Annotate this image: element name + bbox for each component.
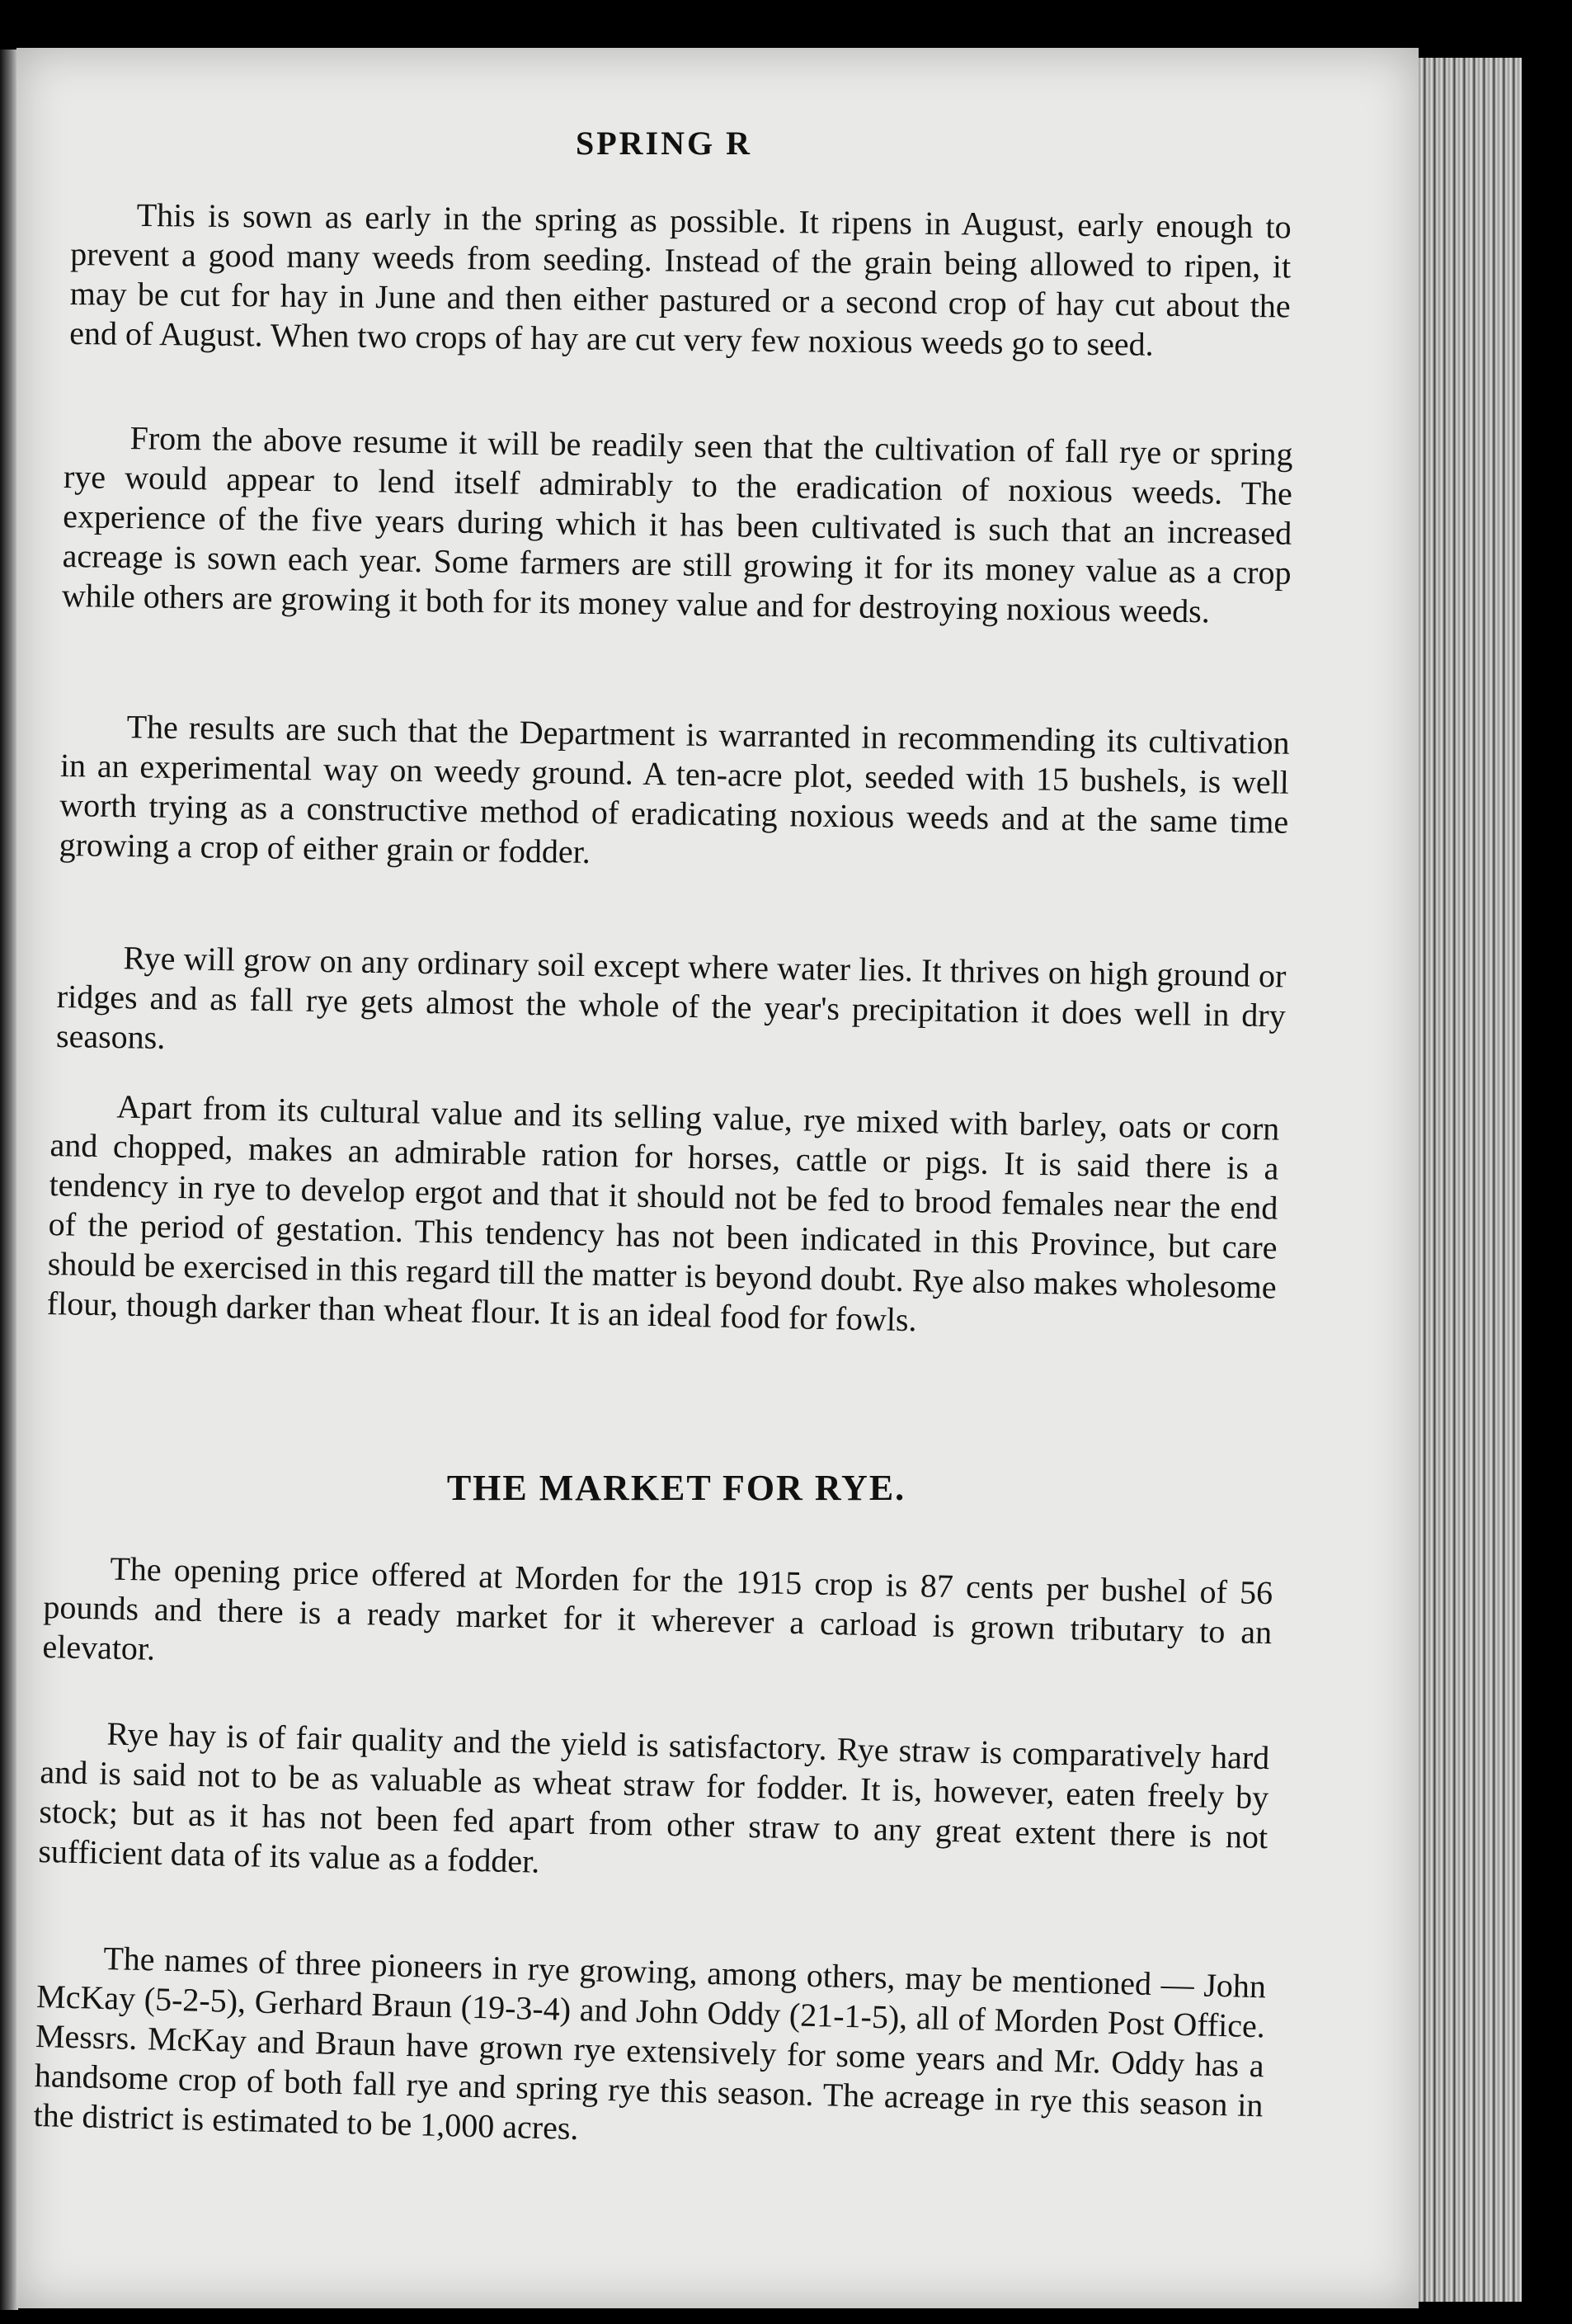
page-stack-edge	[1414, 58, 1522, 2302]
book-page	[16, 48, 1419, 2308]
running-head: SPRING R	[575, 125, 753, 162]
paragraph-weed-eradication: From the above resume it will be readily seen that the cultivation of fall rye or spring rye would appear to lend itself admirably to the eradication of noxious weeds. The experience of the five years during which it has been cultivated is such that an increased acreage is sown each year. Some farmers are still growing it for its money value as a crop while others are growing it both for its money value and for destroying noxious weeds.	[61, 419, 1293, 630]
paragraph-spring-rye-sowing: This is sown as early in the spring as possible. It ripens in August, early enough to prevent a good many weeds from seeding. Instead of the grain being allowed to ripen, it may be cut for hay in June and then either pastured or a second crop of hay cut about the end of August. When two crops of hay are cut very few noxious weeds go to seed.	[69, 196, 1292, 363]
paragraph-pioneers: The names of three pioneers in rye growing, among others, may be mentioned — John McKay (5-2-5), Gerhard Braun (19-3-4) and John Oddy (21-1-5), all of Morden Post Office. Messrs. McKay and Braun have grown rye extensively for some years and Mr. Oddy has a handsome crop of both fall rye and spring rye this season. The acreage in rye this season in the district is estimated to be 1,000 acres.	[33, 1939, 1267, 2147]
paragraph-rye-hay: Rye hay is of fair quality and the yield is satisfactory. Rye straw is comparatively hard and is said not to be as valuable as wheat straw for fodder. It is, however, eaten freely by stock; but as it has not been fed apart from other straw to any great extent there is not sufficient data of its value as a fodder.	[38, 1714, 1270, 1880]
paragraph-soil-requirements: Rye will grow on any ordinary soil except where water lies. It thrives on high ground or ridges and as fall rye gets almost the whole of the year's precipitation it does well in dry seasons.	[55, 939, 1287, 1057]
paragraph-opening-price: The opening price offered at Morden for the 1915 crop is 87 cents per bushel of 56 pounds and there is a ready market for it wherever a carload is grown tributary to an elevator.	[42, 1549, 1273, 1667]
paragraph-department-recommendation: The results are such that the Department is warranted in recommending its cultivation in an experimental way on weedy ground. A ten-acre plot, seeded with 15 bushels, is well worth trying as a constructive method of eradicating noxious weeds and at the same time growing a crop of either grain or fodder.	[59, 708, 1290, 870]
section-heading-market: THE MARKET FOR RYE.	[446, 1468, 906, 1508]
paragraph-feeding-value: Apart from its cultural value and its selling value, rye mixed with barley, oats or corn and chopped, makes an admirable ration for horses, cattle or pigs. It is said there is a tendency in rye to develop ergot and that it should not be fed to brood females near the end of the period of gestation. This tendency has not been indicated in this Province, but care should be exercised in this regard till the matter is beyond doubt. Rye also makes wholesome flour, though darker than wheat flour. It is an ideal food for fowls.	[46, 1087, 1280, 1339]
book-spine-edge	[0, 49, 18, 2310]
